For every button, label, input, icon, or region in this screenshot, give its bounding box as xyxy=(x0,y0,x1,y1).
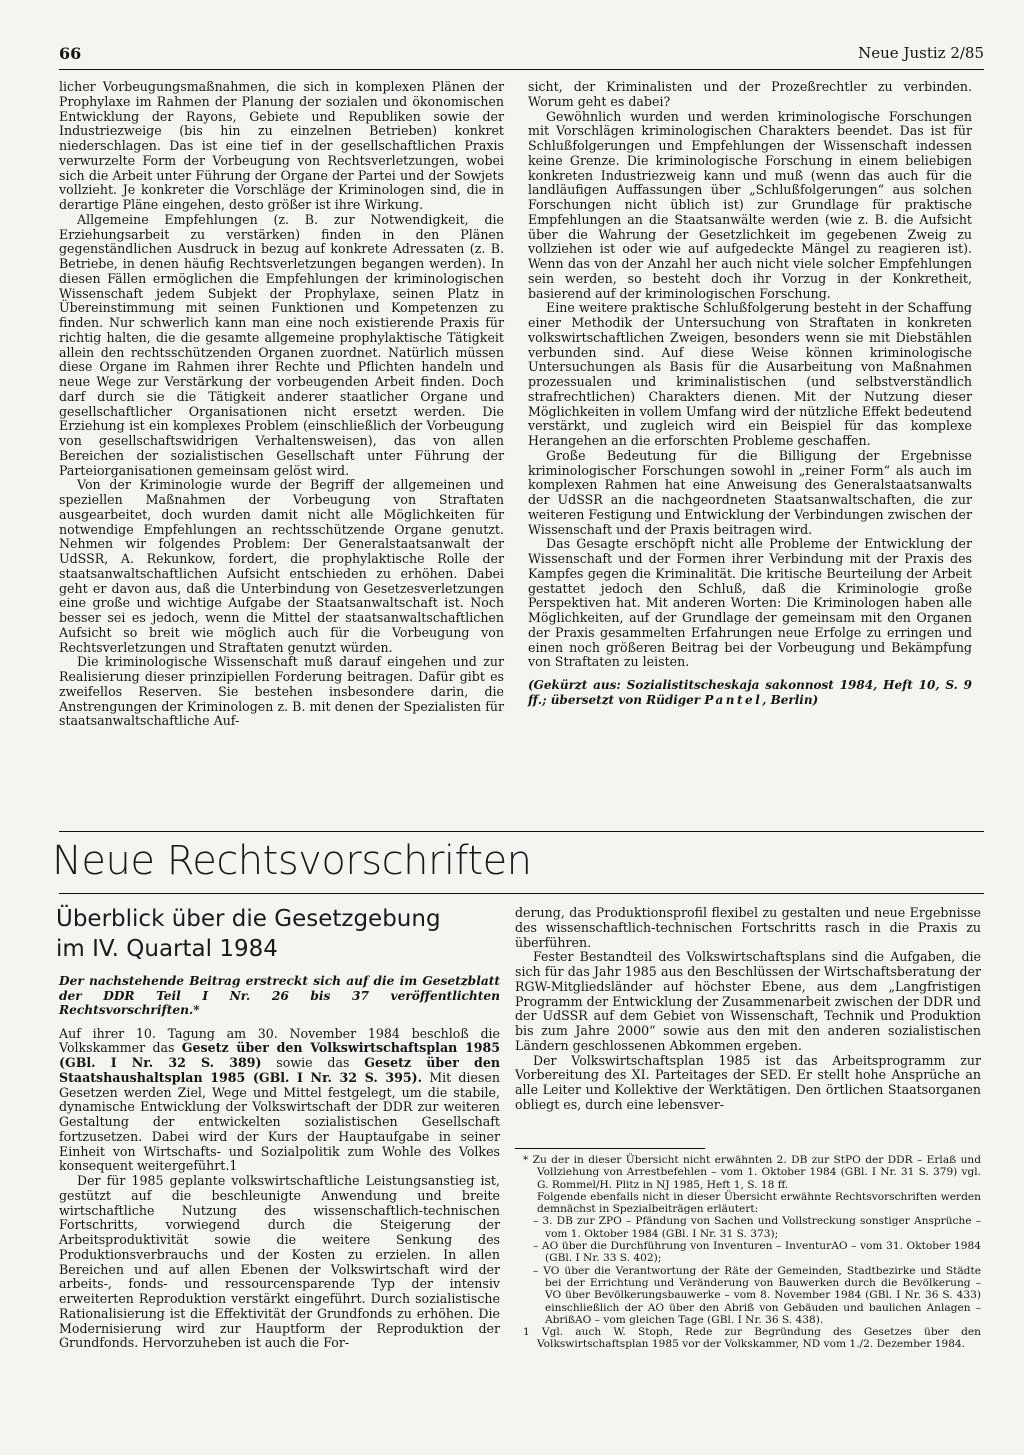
paragraph: derung, das Produktionsprofil flexibel zu gestalten und neue Ergebnisse des wissenschaftlich-technischen Fortschritts rasch in die Praxis zu überführen. xyxy=(515,905,981,950)
article-intro: Der nachstehende Beitrag erstreckt sich auf die im Gesetzblatt der DDR Teil I Nr. 26 bis 37 veröffentlichten Rechtsvorschriften.* xyxy=(59,974,500,1017)
section-rule-bottom xyxy=(59,893,984,894)
footnote-1: 1 Vgl. auch W. Stoph, Rede zur Begründung des Gesetzes über den Volkswirtschaftsplan 1985 vor der Volkskammer, ND vom 1./2. Dezember 1984. xyxy=(523,1326,981,1351)
paragraph: Von der Kriminologie wurde der Begriff der allgemeinen und speziellen Maßnahmen der Vorbeugung von Straftaten ausgearbeitet, doch wurden damit nicht alle Möglichkeiten für notwendige Empfehlungen an rechtsschützende Organe genutzt. Nehmen wir folgendes Problem: Der Generalstaatsanwalt der UdSSR, A. Rekunkow, fordert, die prophylaktische Rolle der staatsanwaltschaftlichen Aufsicht entschieden zu erhöhen. Dabei geht er davon aus, daß die Unterbindung von Gesetzesverletzungen eine große und wichtige Aufgabe der Staatsanwaltschaft ist. Noch besser sei es jedoch, wenn die Mittel der staatsanwaltschaftlichen Aufsicht so breit wie möglich auch für die Vorbeugung von Rechtsverletzungen und Straftaten genutzt würden. xyxy=(59,477,504,655)
paragraph: Gewöhnlich wurden und werden kriminologische Forschungen mit Vorschlägen kriminologischen Charakters beendet. Das ist für Schlußfolgerungen und Empfehlungen der Wissenschaft indessen keine Grenze. Die kriminologische Forschung in einem beliebigen konkreten Industriezweig kann und muß (wenn das auch für die landläufigen Auffassungen über „Schlußfolgerungen“ aus solchen Forschungen nicht üblich ist) zur Grundlage für praktische Empfehlungen an die Staatsanwälte werden (wie z. B. die Aufsicht über die Wahrung der Gesetzlichkeit im gegebenen Zweig zu vollziehen ist oder wie auf aufgedeckte Mängel zu reagieren ist). Wenn das von der Anzahl her auch nicht viele solcher Empfehlungen sein werden, so besteht doch ihr Vorzug in der Konkretheit, basierend auf der kriminologischen Forschung. xyxy=(528,108,972,301)
paragraph: sicht, der Kriminalisten und der Prozeßrechtler zu verbinden. Worum geht es dabei? xyxy=(528,79,972,109)
header-rule xyxy=(59,69,984,70)
top-article-right-column xyxy=(528,80,972,708)
footnote-star-continued: Folgende ebenfalls nicht in dieser Übersicht erwähnte Rechtsvorschriften werden demnächst in Spezialbeiträgen erläutert: xyxy=(537,1190,981,1216)
footnote-list-item: – 3. DB zur ZPO – Pfändung von Sachen und Vollstreckung sonstiger Ansprüche – vom 1. Oktober 1984 (GBl. I Nr. 31 S. 373); xyxy=(533,1215,981,1240)
translator-name: Pantel xyxy=(704,692,763,707)
paragraph: Allgemeine Empfehlungen (z. B. zur Notwendigkeit, die Erziehungsarbeit zu verstärken) finden in den Plänen gegenständlichen Ausdruck in bezug auf konkrete Adressaten (z. B. Betriebe, in denen häufig Rechtsverletzungen begangen werden). In diesen Fällen ermöglichen die Empfehlungen der kriminologischen Wissenschaft jedem Subjekt der Prophylaxe, seinen Platz in Übereinstimmung mit seinen Funktionen und Kompetenzen zu finden. Nur schwerlich kann man eine noch existierende Praxis für richtig halten, die die gesamte allgemeine prophylaktische Tätigkeit allein den rechtsschützenden Organen zuordnet. Natürlich müssen diese Organe im Rahmen ihrer Rechte und Pflichten handeln und neue Wege zur Verstärkung der vorbeugenden Arbeit finden. Doch darf durch sie die Tätigkeit anderer staatlicher Organe und gesellschaftlicher Organisationen nicht ersetzt werden. Die Erziehung ist ein komplexes Problem (einschließlich der Vorbeugung von gesellschaftswidrigen Verhaltensweisen), das von allen Bereichen der sozialistischen Gesellschaft unter Führung der Parteiorganisationen gemeinsam gelöst wird. xyxy=(59,211,504,478)
article-title-line-2: im IV. Quartal 1984 xyxy=(56,936,278,962)
citation-text: (Gekürzt aus: Sozialistitscheskaja sakonnost 1984, Heft 10, S. 9 ff.; übersetzt von Rüdiger xyxy=(528,678,972,707)
paragraph xyxy=(59,1027,500,1175)
footnotes xyxy=(515,1154,981,1351)
paragraph: Das Gesagte erschöpft nicht alle Probleme der Entwicklung der Wissenschaft und der Formen ihrer Verbindung mit der Praxis des Kampfes gegen die Kriminalität. Die kritische Beurteilung der Arbeit gestattet jedoch den Schluß, daß die Kriminologie große Perspektiven hat. Mit anderen Worten: Die Kriminologen haben alle Möglichkeiten, auf der Grundlage der gemeinsam mit den Organen der Praxis gesammelten Erfahrungen neue Erfolge zu erringen und einen noch größeren Beitrag bei der Vorbeugung und Bekämpfung von Straftaten zu leisten. xyxy=(528,536,972,670)
article-title-line-1: Überblick über die Gesetzgebung xyxy=(56,906,441,932)
text-run: Auf ihrer 10. Tagung am 30. November 1984 beschloß die Volkskammer das xyxy=(59,1025,500,1056)
paragraph: Die kriminologische Wissenschaft muß darauf eingehen und zur Realisierung dieser prinzipiellen Forderung beitragen. Dafür gibt es zweifellos Reserven. Sie bestehen insbesondere darin, die Anstrengungen der Kriminologen z. B. mit denen der Spezialisten für staatsanwaltschaftliche Auf- xyxy=(59,654,504,729)
text-run: sowie das xyxy=(261,1055,365,1070)
article-right-column xyxy=(515,906,981,1113)
paragraph: Der Volkswirtschaftsplan 1985 ist das Arbeitsprogramm zur Vorbereitung des XI. Parteitages der SED. Er stellt hohe Ansprüche an alle Leiter und Kollektive der Werktätigen. Den örtlichen Staatsorganen obliegt es, durch eine lebensver- xyxy=(515,1052,981,1112)
citation-end: , Berlin) xyxy=(762,692,819,707)
paragraph: Der für 1985 geplante volkswirtschaftliche Leistungsanstieg ist, gestützt auf die beschleunigte Anwendung und breite wirtschaftliche Nutzung des wissenschaftlich-technischen Fortschritts, vorwiegend durch die Steigerung der Arbeitsproduktivität sowie die weitere Senkung des Produktionsverbrauchs und der Kosten zu erzielen. In allen Bereichen und auf allen Ebenen der Volkswirtschaft wird der arbeits-, fonds- und ressourcensparende Typ der intensiv erweiterten Reproduktion verstärkt eingeführt. Durch sozialistische Rationalisierung ist die Effektivität der Grundfonds zu erhöhen. Die Modernisierung wird zur Hauptform der Reproduktion der Grundfonds. Hervorzuheben ist auch die For- xyxy=(59,1173,500,1351)
article-left-column xyxy=(59,974,500,1351)
law-reference: Gesetz über den Volkswirtschaftsplan 1985 (GBl. I Nr. 32 S. 389) xyxy=(59,1040,500,1070)
section-title: Neue Rechtsvorschriften xyxy=(52,838,532,884)
page-header xyxy=(59,44,984,66)
footnote-list-item: – VO über die Verantwortung der Räte der Gemeinden, Stadtbezirke und Städte bei der Errichtung und Veränderung von Bauwerken durch die Bevölkerung – VO über Bevölkerungsbauwerke – vom 8. November 1984 (GBl. I Nr. 36 S. 433) einschließlich der AO über den Abriß von Gebäuden und baulichen Anlagen – AbrißAO – vom gleichen Tage (GBl. I Nr. 36 S. 438). xyxy=(533,1264,981,1326)
journal-title: Neue Justiz 2/85 xyxy=(858,44,984,62)
paragraph: licher Vorbeugungsmaßnahmen, die sich in komplexen Plänen der Prophylaxe im Rahmen der Planung der sozialen und ökonomischen Entwicklung der Rayons, Gebiete und Republiken sowie der Industriezweige (bis hin zu einzelnen Betrieben) konkret niederschlagen. Das ist eine tief in der gesellschaftlichen Praxis verwurzelte Form der Vorbeugung von Rechtsverletzungen, wobei sich die Arbeit unter Führung der Organe der Partei und der Sowjets vollzieht. Je konkreter die Vorschläge der Kriminologen sind, die in derartige Pläne eingehen, desto größer ist ihre Wirkung. xyxy=(59,79,504,212)
paragraph: Große Bedeutung für die Billigung der Ergebnisse kriminologischer Forschungen sowohl in „reiner Form“ als auch im komplexen Rahmen hat eine Anweisung des Generalstaatsanwalts der UdSSR an die nachgeordneten Staatsanwaltschaften, die zur weiteren Festigung und Entwicklung der Verbindungen zwischen der Wissenschaft und der Praxis beitragen wird. xyxy=(528,447,972,537)
law-reference: Gesetz über den Staatshaushaltsplan 1985 (GBl. I Nr. 32 S. 395). xyxy=(59,1055,500,1085)
top-article-left-column xyxy=(59,80,504,729)
article-title xyxy=(56,904,441,964)
footnote-list-item: – AO über die Durchführung von Inventuren – InventurAO – vom 31. Oktober 1984 (GBl. I Nr. 33 S. 402); xyxy=(533,1240,981,1265)
page-number: 66 xyxy=(59,44,82,63)
section-rule-top xyxy=(59,831,984,832)
paragraph: Eine weitere praktische Schlußfolgerung besteht in der Schaffung einer Methodik der Untersuchung von Straftaten in konkreten volkswirtschaftlichen Zweigen, besonders wenn sie mit Diebstählen verbunden sind. Auf diese Weise können kriminologische Untersuchungen als Basis für die Ausarbeitung von Maßnahmen prozessualen und kriminalistischen (und selbstverständlich strafrechtlichen) Charakters dienen. Mit der Nutzung dieser Möglichkeiten in vollem Umfang wird der nützliche Effekt bedeutend verstärkt, und zugleich wird ein Beispiel für das komplexe Herangehen an die erforschten Probleme geschaffen. xyxy=(528,300,972,448)
text-run: Mit diesen Gesetzen werden Ziel, Wege und Mittel festgelegt, um die stabile, dynamische Entwicklung der Volkswirtschaft der DDR zur weiteren Gestaltung der entwickelten sozialistischen Gesellschaft fortzusetzen. Dabei wird der Kurs der Hauptaufgabe in seiner Einheit von Wirtschafts- und Sozialpolitik zum Wohle des Volkes konsequent weitergeführt.1 xyxy=(59,1069,500,1174)
footnotes-rule xyxy=(515,1148,705,1149)
citation xyxy=(528,678,972,708)
footnote-star: * Zu der in dieser Übersicht nicht erwähnten 2. DB zur StPO der DDR – Erlaß und Vollziehung von Arrestbefehlen – vom 1. Oktober 1984 (GBl. I Nr. 31 S. 379) vgl. G. Rommel/H. Plitz in NJ 1985, Heft 1, S. 18 ff. xyxy=(523,1154,981,1191)
paragraph: Fester Bestandteil des Volkswirtschaftsplans sind die Aufgaben, die sich für das Jahr 1985 aus den Beschlüssen der Wirtschaftsberatung der RGW-Mitgliedsländer auf höchster Ebene, aus dem „Langfristigen Programm der Entwicklung der Zusammenarbeit zwischen der DDR und der UdSSR auf dem Gebiet von Wissenschaft, Technik und Produktion bis zum Jahre 2000“ sowie aus den mit den anderen sozialistischen Ländern geschlossenen Abkommen ergeben. xyxy=(515,949,981,1053)
